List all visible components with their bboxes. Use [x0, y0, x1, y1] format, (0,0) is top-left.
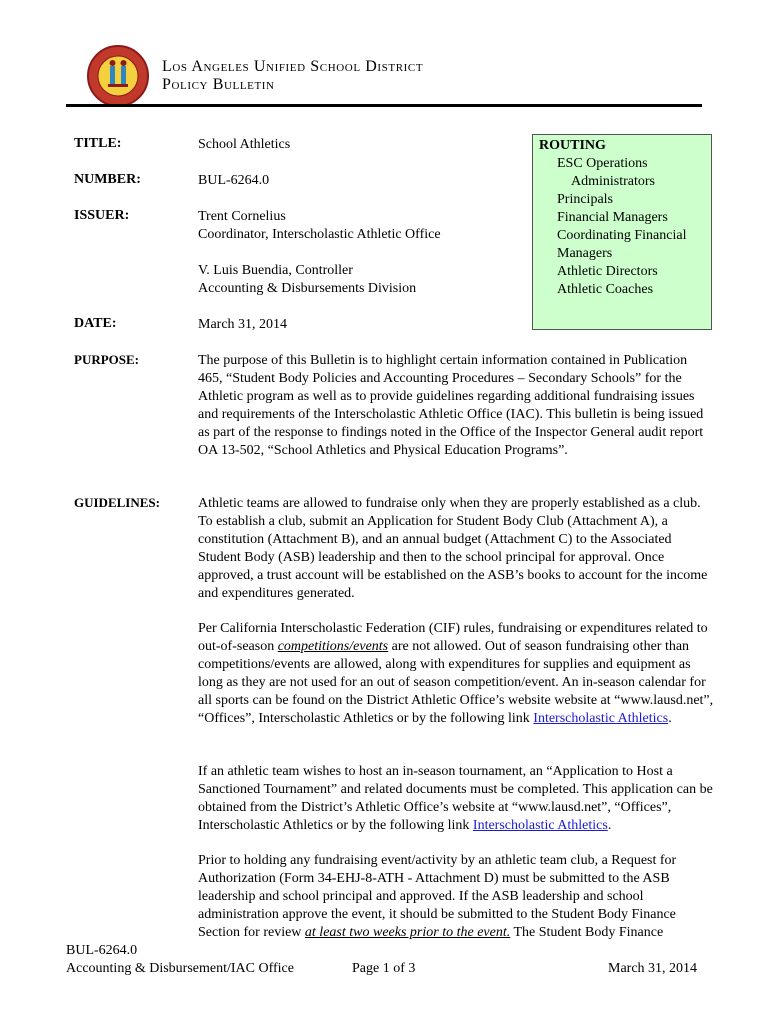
routing-item: Managers: [557, 246, 613, 261]
routing-item: Athletic Directors: [557, 264, 658, 279]
date-label: DATE:: [74, 316, 117, 331]
guidelines-paragraph-2: [198, 620, 714, 728]
issuer-2-role: Accounting & Disbursements Division: [198, 281, 417, 296]
p4-emphasis: at least two weeks prior to the event.: [304, 925, 511, 940]
issuer-2-name: V. Luis Buendia, Controller: [198, 263, 353, 278]
organization-name: [162, 58, 423, 94]
routing-item: Principals: [557, 192, 613, 207]
guidelines-paragraph-3: [198, 763, 714, 835]
routing-item: Administrators: [571, 174, 655, 189]
issuer-block: [198, 208, 441, 298]
p3-text-a: If an athletic team wishes to host an in-season tournament, an “Application to Host a Sanctioned Tournament” and related documents must be completed. This application can be obtained from the District’s Athletic Office’s website at “www.lausd.net”, “Offices”, Interscholastic Athletics or by the following link: [198, 764, 713, 833]
footer-office: Accounting & Disbursement/IAC Office: [66, 961, 294, 976]
routing-item: Financial Managers: [557, 210, 668, 225]
date-value: March 31, 2014: [198, 317, 288, 332]
routing-item: ESC Operations: [557, 156, 648, 171]
footer-page-number: Page 1 of 3: [352, 961, 416, 976]
district-seal-logo: [86, 44, 150, 108]
routing-item: Athletic Coaches: [557, 282, 654, 297]
guidelines-label: GUIDELINES:: [74, 495, 160, 510]
title-label: TITLE:: [74, 136, 122, 151]
footer-date: March 31, 2014: [608, 961, 698, 976]
issuer-1-name: Trent Cornelius: [198, 209, 286, 224]
footer-doc-number: BUL-6264.0: [66, 943, 138, 958]
guidelines-paragraph-1: Athletic teams are allowed to fundraise only when they are properly established as a club. To establish a club, submit an Application for Student Body Club (Attachment A), a constitution (Attachment B), and an annual budget (Attachment C) to the Associated Student Body (ASB) leadership and then to the school principal for approval. Once approved, a trust account will be established on the ASB’s books to account for the income and expenditures generated.: [198, 496, 708, 601]
purpose-text: The purpose of this Bulletin is to highlight certain information contained in Publication 465, “Student Body Policies and Accounting Procedures – Secondary Schools” for the Athletic program as well as to provide guidelines regarding additional fundraising issues and requirements of the Interscholastic Athletic Office (IAC). This bulletin is being issued as part of the response to findings noted in the Office of the Inspector General audit report OA 13-502, “School Athletics and Physical Education Programs”.: [198, 353, 704, 458]
issuer-label: ISSUER:: [74, 208, 130, 223]
org-line-1: Los Angeles Unified School District: [162, 58, 424, 75]
number-value: BUL-6264.0: [198, 173, 270, 188]
org-line-2: Policy Bulletin: [162, 76, 275, 93]
p2-text-c: .: [668, 711, 672, 726]
p2-text-b: are not allowed. Out of season fundraising other than competitions/events are allowed, along with expenditures for supplies and equipment as long as they are not used for an out of season competition/event. An in-season calendar for all sports can be found on the District Athletic Office’s website website at “www.lausd.net”, “Offices”, Interscholastic Athletics or by the following link: [198, 639, 714, 726]
guidelines-paragraph-4: [198, 852, 714, 942]
number-label: NUMBER:: [74, 172, 141, 187]
routing-title: ROUTING: [539, 138, 606, 153]
issuer-1-role: Coordinator, Interscholastic Athletic Office: [198, 227, 441, 242]
p2-text-a: Per California Interscholastic Federation (CIF) rules, fundraising or expenditures related to out-of-season: [198, 621, 708, 654]
p4-text-a: Prior to holding any fundraising event/activity by an athletic team club, a Request for Authorization (Form 34-EHJ-8-ATH - Attachment D) must be submitted to the ASB leadership and school principal and approved. If the ASB leadership and school administration approve the event, it should be submitted to the Student Body Finance Section for review: [198, 853, 677, 940]
purpose-label: PURPOSE:: [74, 352, 139, 367]
title-value: School Athletics: [198, 137, 291, 152]
routing-item: Coordinating Financial: [557, 228, 687, 243]
p4-text-b: The Student Body Finance: [510, 925, 664, 940]
interscholastic-athletics-link[interactable]: Interscholastic Athletics: [472, 818, 608, 833]
interscholastic-athletics-link[interactable]: Interscholastic Athletics: [533, 711, 669, 726]
p2-emphasis: competitions/events: [277, 639, 389, 654]
p3-text-b: .: [607, 818, 612, 833]
routing-box: [532, 134, 712, 330]
header-divider: [66, 104, 702, 107]
